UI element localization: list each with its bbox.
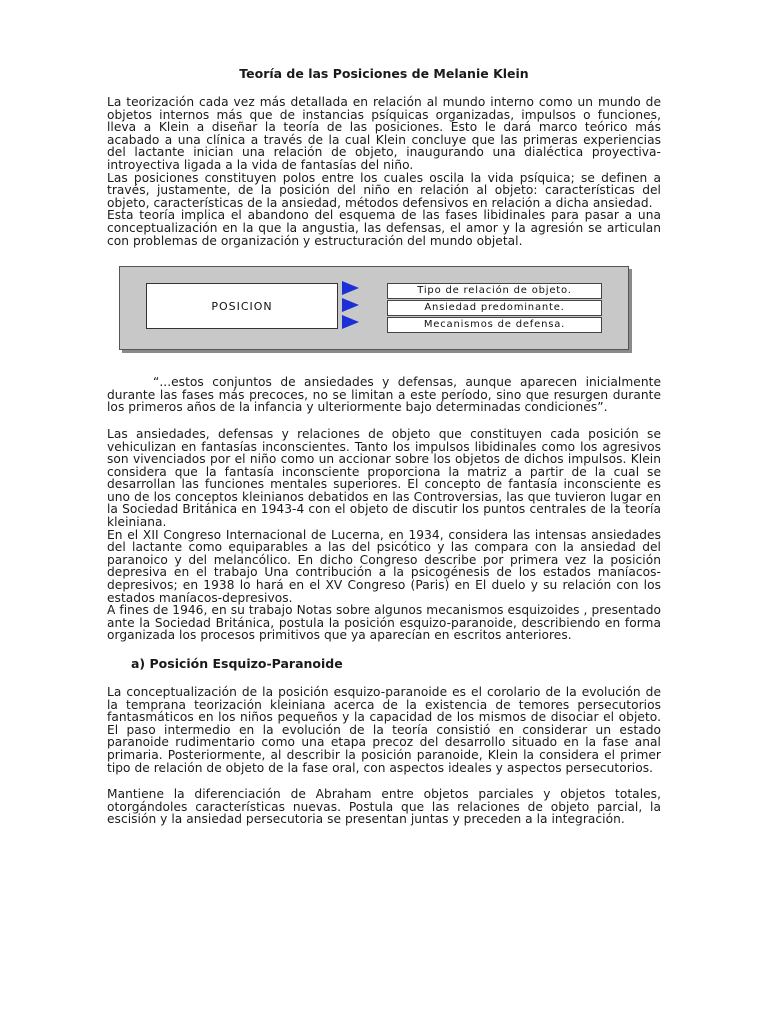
diagram-item: Ansiedad predominante. xyxy=(387,300,602,316)
paragraph: La conceptualización de la posición esquizo-paranoide es el corolario de la evolución de la temprana teorización kleiniana acerca de la existencia de temores persecutorios fantasmáticos en los niños pequeños y la capacidad de los mismos de disociar el objeto. El paso intermedio en la evolución de la teoría consistió en considerar un estado paranoide rudimentario como una etapa precoz del desarrollo situado en la fase anal primaria. Posteriormente, al describir la posición paranoide, Klein la considera el primer tipo de relación de objeto de la fase oral, con aspectos ideales y aspectos persecutorios. xyxy=(107,685,661,775)
document-page xyxy=(107,66,661,826)
quote-paragraph: “...estos conjuntos de ansiedades y defensas, aunque aparecen inicialmente durante las fases más precoces, no se limitan a este período, sino que resurgen durante los primeros años de la infancia y ulteriormente bajo determinadas condiciones”. xyxy=(107,375,661,415)
paragraph: Las posiciones constituyen polos entre los cuales oscila la vida psíquica; se definen a través, justamente, de la posición del niño en relación al objeto: características del objeto, características de la ansiedad, métodos defensivos en relación a dicha ansiedad. xyxy=(107,170,661,210)
paragraph: Esta teoría implica el abandono del esquema de las fases libidinales para pasar a una conceptualización en la que la angustia, las defensas, el amor y la agresión se articulan con problemas de organización y estructuración del mundo objetal. xyxy=(107,208,661,248)
diagram-item: Mecanismos de defensa. xyxy=(387,317,602,333)
paragraph: A fines de 1946, en su trabajo Notas sobre algunos mecanismos esquizoides , presentado ante la Sociedad Británica, postula la posición esquizo-paranoide, describiendo en forma organizada los procesos primitivos que ya aparecían en escritos anteriores. xyxy=(107,603,661,643)
document-title: Teoría de las Posiciones de Melanie Klein xyxy=(239,66,529,81)
paragraph: Las ansiedades, defensas y relaciones de objeto que constituyen cada posición se vehiculizan en fantasías inconscientes. Tanto los impulsos libidinales como los agresivos son vivenciados por el niño como un accionar sobre los objetos de dichos impulsos. Klein considera que la fantasía inconsciente proporciona la matriz a partir de la cual se desarrollan las funciones mentales superiores. El concepto de fantasía inconsciente es uno de los conceptos kleinianos debatidos en las Controversias, las que tuvieron lugar en la Sociedad Británica en 1943-4 con el objeto de discutir los puntos centrales de la teoría kleiniana. xyxy=(107,426,661,530)
section-heading: a) Posición Esquizo-Paranoide xyxy=(131,656,343,671)
paragraph: Mantiene la diferenciación de Abraham entre objetos parciales y objetos totales, otorgándoles características nuevas. Postula que las relaciones de objeto parcial, la escisión y la ansiedad persecutoria se presentan juntas y preceden a la integración. xyxy=(107,787,661,827)
diagram-item: Tipo de relación de objeto. xyxy=(387,283,602,299)
diagram-panel xyxy=(119,266,629,350)
arrow-right-icon xyxy=(342,315,359,329)
paragraph: La teorización cada vez más detallada en relación al mundo interno como un mundo de objetos internos más que de instancias psíquicas organizadas, impulsos o funciones, lleva a Klein a diseñar la teoría de las posiciones. Esto le dará marco teórico más acabado a una clínica a través de la cual Klein concluye que las primeras experiencias del lactante inician una relación de objeto, inaugurando una dialéctica proyectiva-introyectiva ligada a la vida de fantasías del niño. xyxy=(107,95,661,172)
position-box: POSICION xyxy=(146,283,338,329)
arrow-right-icon xyxy=(342,281,359,295)
arrow-right-icon xyxy=(342,298,359,312)
positions-diagram xyxy=(119,266,631,352)
paragraph: En el XII Congreso Internacional de Lucerna, en 1934, considera las intensas ansiedades del lactante como equiparables a las del psicótico y las compara con la ansiedad del paranoico y del melancólico. En dicho Congreso describe por primera vez la posición depresiva en el trabajo Una contribución a la psicogénesis de los estados maníacos-depresivos; en 1938 lo hará en el XV Congreso (Paris) en El duelo y su relación con los estados maníacos-depresivos. xyxy=(107,527,661,605)
